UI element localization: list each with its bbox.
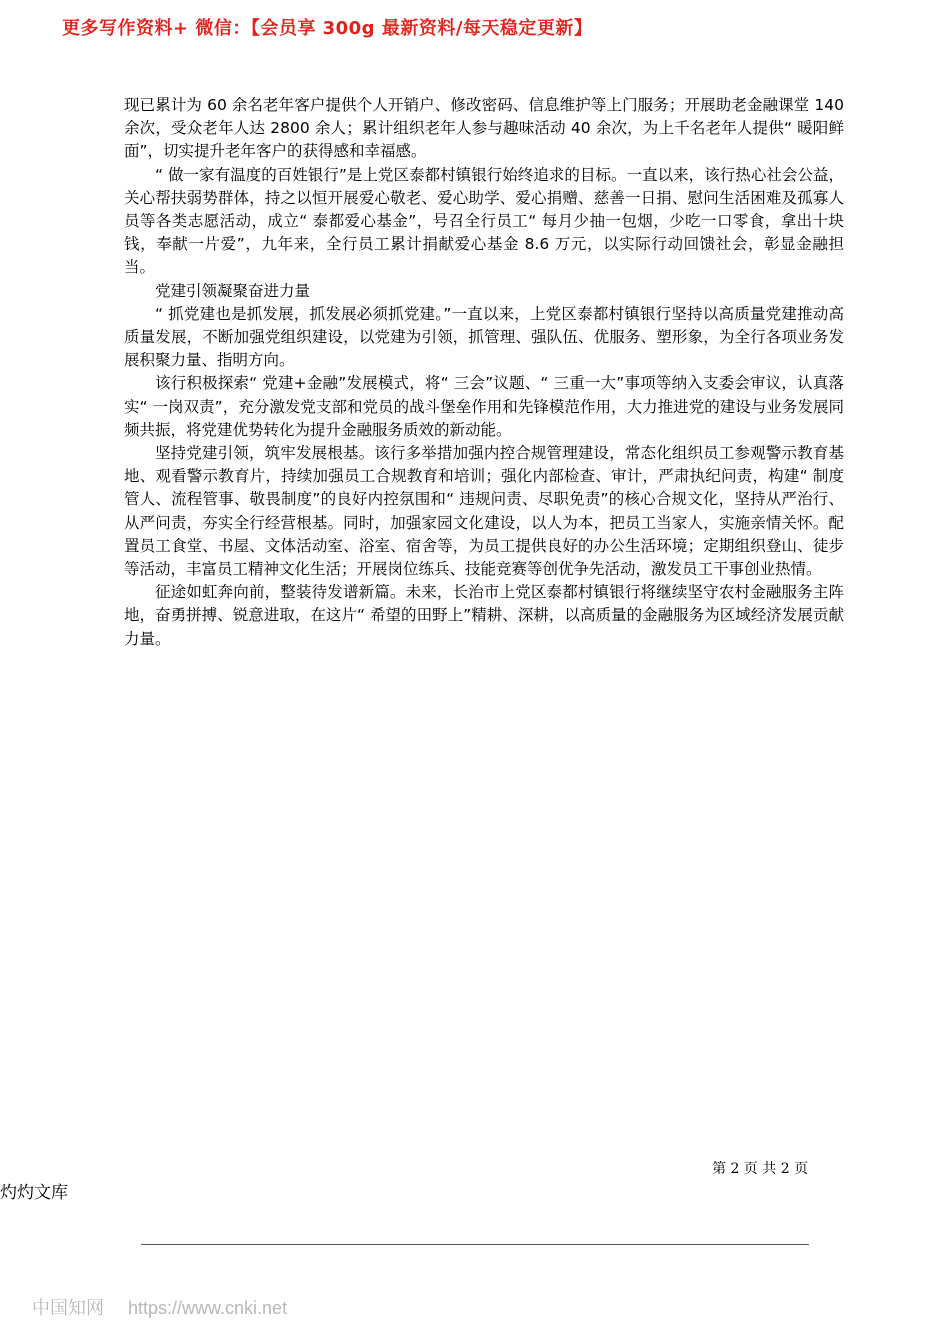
watermark-site-name: 中国知网 (32, 1298, 104, 1318)
article-paragraph: 现已累计为 60 余名老年客户提供个人开销户、修改密码、信息维护等上门服务；开展助老金融课堂 140 余次，受众老年人达 2800 余人；累计组织老年人参与趣味活动 40 余次，为上千名老年人提供“ 暖阳鲜面”，切实提升老年客户的获得感和幸福感。 (124, 96, 844, 161)
footer-divider (141, 1244, 809, 1245)
article-paragraph: 该行积极探索“ 党建+金融”发展模式，将“ 三会”议题、“ 三重一大”事项等纳入支委会审议，认真落实“ 一岗双责”，充分激发党支部和党员的战斗堡垒作用和先锋模范作用，大力推进党的建设与业务发展同频共振，将党建优势转化为提升金融服务质效的新动能。 (124, 374, 844, 439)
article-body (124, 94, 844, 651)
library-name: 灼灼文库 (0, 1183, 68, 1203)
article-paragraph: 坚持党建引领，筑牢发展根基。该行多举措加强内控合规管理建设，常态化组织员工参观警示教育基地、观看警示教育片，持续加强员工合规教育和培训；强化内部检查、审计，严肃执纪问责，构建“ 制度管人、流程管事、敬畏制度”的良好内控氛围和“ 违规问责、尽职免责”的核心合规文化，坚持从严治行、从严问责，夯实全行经营根基。同时，加强家园文化建设，以人为本，把员工当家人，实施亲情关怀。配置员工食堂、书屋、文体活动室、浴室、宿舍等，为员工提供良好的办公生活环境；定期组织登山、徒步等活动，丰富员工精神文化生活；开展岗位练兵、技能竞赛等创优争先活动，激发员工干事创业热情。 (124, 444, 844, 579)
watermark-url: https://www.cnki.net (128, 1298, 288, 1318)
section-heading: 党建引领凝聚奋进力量 (155, 281, 311, 300)
article-paragraph: “ 抓党建也是抓发展，抓发展必须抓党建。”一直以来，上党区泰都村镇银行坚持以高质量党建推动高质量发展，不断加强党组织建设，以党建为引领，抓管理、强队伍、优服务、塑形象，为全行各项业务发展积聚力量、指明方向。 (124, 304, 844, 370)
watermark (32, 1294, 287, 1320)
promo-banner: 更多写作资料+ 微信：【会员享 300g 最新资料/每天稳定更新】 (62, 18, 593, 39)
article-paragraph: “ 做一家有温度的百姓银行”是上党区泰都村镇银行始终追求的目标。一直以来，该行热心社会公益，关心帮扶弱势群体，持之以恒开展爱心敬老、爱心助学、爱心捐赠、慈善一日捐、慰问生活困难及孤寡人员等各类志愿活动，成立“ 泰都爱心基金”，号召全行员工“ 每月少抽一包烟，少吃一口零食，拿出十块钱，奉献一片爱”，九年来，全行员工累计捐献爱心基金 8.6 万元，以实际行动回馈社会，彰显金融担当。 (124, 165, 844, 277)
page-number: 第 2 页 共 2 页 (712, 1161, 809, 1177)
article-paragraph: 征途如虹奔向前，整装待发谱新篇。未来，长治市上党区泰都村镇银行将继续坚守农村金融服务主阵地，奋勇拼搏、锐意进取，在这片“ 希望的田野上”精耕、深耕，以高质量的金融服务为区域经济发展贡献力量。 (124, 583, 844, 648)
